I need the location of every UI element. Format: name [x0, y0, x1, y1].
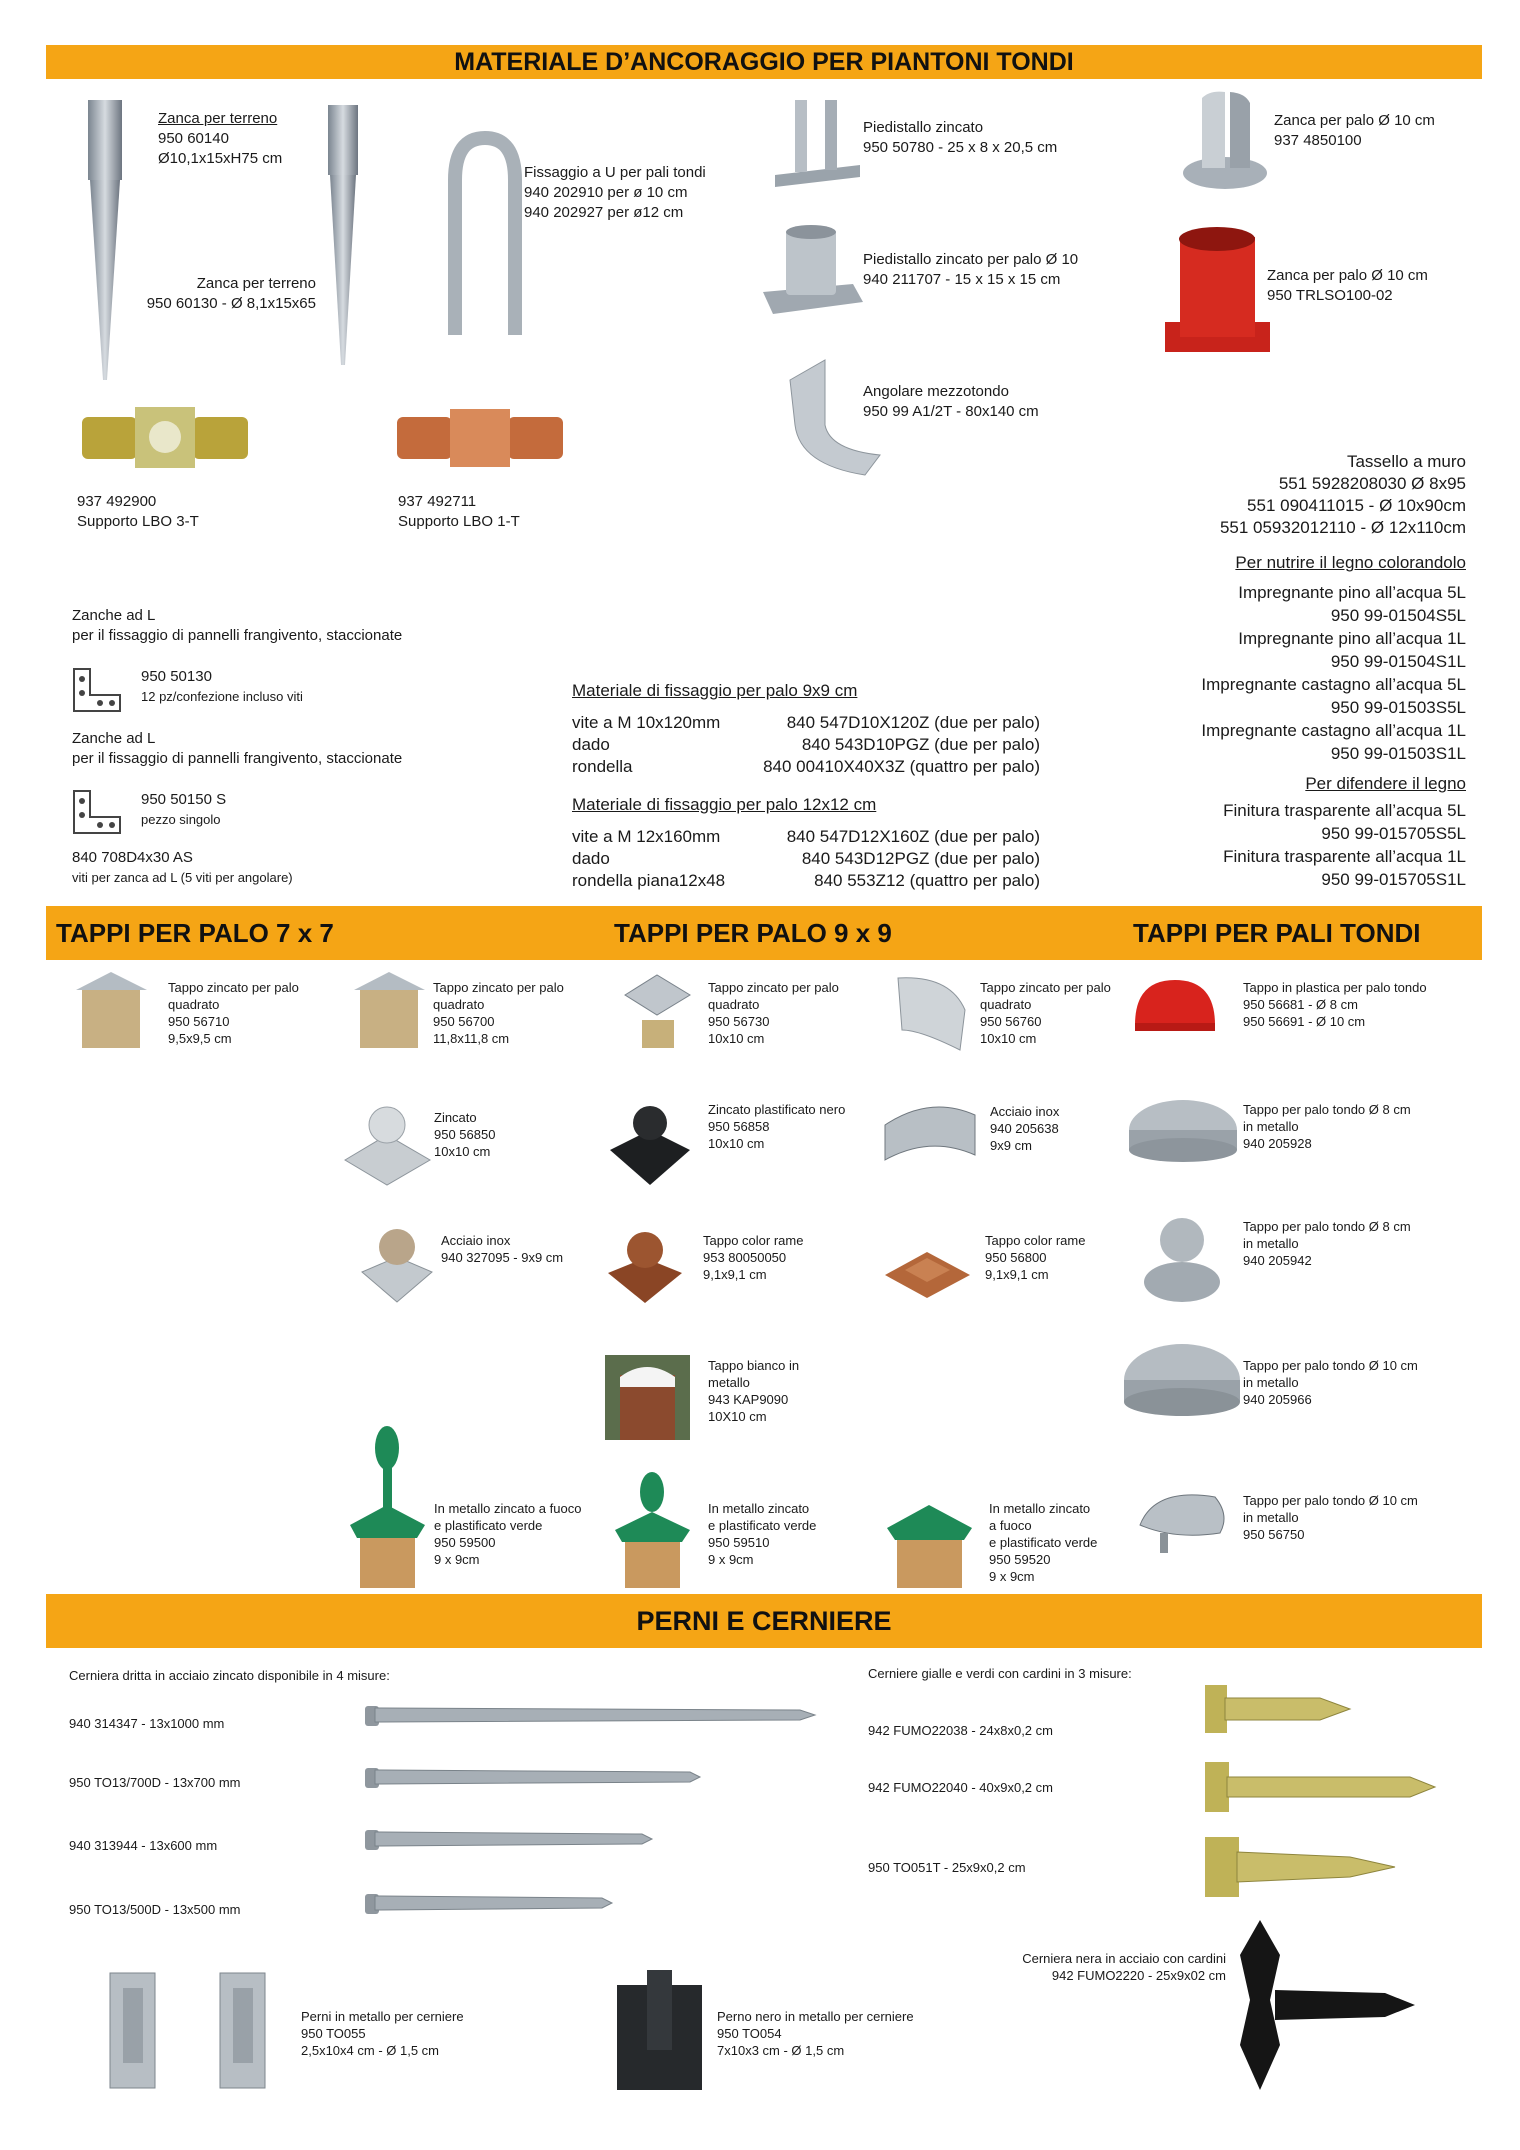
- cap-4-text: Tappo zincato per palo quadrato 950 56760 10x10 cm: [980, 980, 1111, 1046]
- cap-14-text: Tappo bianco in metallo 943 KAP9090 10X10 cm: [708, 1358, 800, 1424]
- u-staple-image: [440, 130, 530, 340]
- piedistallo-1-text: Piedistallo zincato 950 50780 - 25 x 8 x 20,5 cm: [863, 119, 1058, 156]
- l-bracket-image: [70, 787, 125, 837]
- tappi-7-title: TAPPI PER PALO 7 x 7: [56, 918, 334, 948]
- zanca-2-text: Zanca per terreno 950 60130 - Ø 8,1x15x65: [146, 275, 316, 312]
- cerniera-1-label: 940 314347 - 13x1000 mm: [69, 1716, 225, 1731]
- zanche-l-1-text: Zanche ad L per il fissaggio di pannelli frangivento, staccionate: [72, 607, 403, 644]
- green-finial-cap-image: [345, 1420, 430, 1588]
- mat9-left: vite a M 10x120mm dado rondella: [572, 713, 721, 776]
- l-bracket-image: [70, 665, 125, 715]
- difendere-list: Finitura trasparente all’acqua 5L 950 99-015705S5L Finitura trasparente all’acqua 1L 950 99-015705S1L: [1223, 801, 1466, 889]
- lbo-3t-text: 937 492900 Supporto LBO 3-T: [77, 493, 199, 530]
- strap-hinge-1000-image: [360, 1700, 820, 1730]
- red-plastic-cap-image: [1130, 975, 1220, 1035]
- cap-13-text: Tappo per palo tondo Ø 8 cm in metallo 940 205942: [1243, 1219, 1411, 1268]
- cap-19-text: Tappo per palo tondo Ø 10 cm in metallo 950 56750: [1243, 1493, 1418, 1542]
- cap-16-text: In metallo zincato a fuoco e plastificato verde 950 59500 9 x 9cm: [434, 1501, 582, 1567]
- strap-hinge-700-image: [360, 1762, 705, 1792]
- yellow-hinge-decor-image: [1200, 1832, 1400, 1902]
- hinge-pin-image: [215, 1968, 270, 2093]
- cap-18-text: In metallo zincato a fuoco e plastificato verde 950 59520 9 x 9cm: [989, 1501, 1098, 1584]
- section-banner-ancoraggio: [46, 45, 1482, 79]
- cap-7-text: Zincato plastificato nero 950 56858 10x10 cm: [708, 1102, 846, 1151]
- inox-ball-cap-image: [352, 1217, 442, 1307]
- perno-nero-text: Perno nero in metallo per cerniere 950 TO054 7x10x3 cm - Ø 1,5 cm: [717, 2009, 914, 2058]
- zanche-l-2-text: Zanche ad L per il fissaggio di pannelli frangivento, staccionate: [72, 730, 403, 767]
- zanca-palo-1-text: Zanca per palo Ø 10 cm 937 4850100: [1274, 112, 1435, 149]
- round-large-cap-image: [1120, 1340, 1245, 1430]
- black-hinge-pin-image: [612, 1965, 707, 2095]
- cap-11-text: Tappo color rame 953 80050050 9,1x9,1 cm: [703, 1233, 804, 1282]
- cerniera-4-label: 950 TO13/500D - 13x500 mm: [69, 1902, 241, 1917]
- mat9-right: 840 547D10X120Z (due per palo) 840 543D10PGZ (due per palo) 840 00410X40X3Z (quattro per palo): [763, 713, 1040, 776]
- section-banner-tappi: [46, 906, 1482, 960]
- mat12-left: vite a M 12x160mm dado rondella piana12x48: [572, 827, 726, 890]
- pyramid-cap-wood-image: [74, 970, 149, 1050]
- lbo-1t-image: [395, 405, 565, 470]
- section-title: MATERIALE D’ANCORAGGIO PER PIANTONI TONDI: [454, 48, 1074, 76]
- tassello-text: Tassello a muro 551 5928208030 Ø 8x95 551 090411015 - Ø 10x90cm 551 05932012110 - Ø 12x110cm: [1219, 452, 1466, 537]
- square-cap-image: [620, 970, 695, 1050]
- pyramid-cap-wood-image: [352, 970, 427, 1050]
- cap-5-text: Tappo in plastica per palo tondo 950 56681 - Ø 8 cm 950 56691 - Ø 10 cm: [1243, 980, 1427, 1029]
- cap-17-text: In metallo zincato e plastificato verde 950 59510 9 x 9cm: [708, 1501, 817, 1567]
- zanche-l-2-code: 950 50150 S pezzo singolo: [141, 791, 227, 827]
- white-cap-post-image: [605, 1355, 690, 1440]
- section-banner-perni: [46, 1594, 1482, 1648]
- fissaggio-u-text: Fissaggio a U per pali tondi 940 202910 per ø 10 cm 940 202927 per ø12 cm: [524, 164, 706, 221]
- tappi-tondi-title: TAPPI PER PALI TONDI: [1133, 918, 1421, 948]
- copper-flat-cap-image: [880, 1240, 975, 1300]
- cap-8-text: Acciaio inox 940 205638 9x9 cm: [990, 1104, 1060, 1153]
- copper-ball-cap-image: [600, 1218, 690, 1308]
- perni-text: Perni in metallo per cerniere 950 TO055 2,5x10x4 cm - Ø 1,5 cm: [301, 2009, 464, 2058]
- curved-cap-image: [890, 970, 975, 1060]
- strap-hinge-600-image: [360, 1824, 655, 1854]
- cerniera-2-label: 950 TO13/700D - 13x700 mm: [69, 1775, 241, 1790]
- black-hinge-image: [1225, 1915, 1420, 2095]
- gv-heading: Cerniere gialle e verdi con cardini in 3 misure:: [868, 1666, 1132, 1681]
- gv-2-label: 942 FUMO22040 - 40x9x0,2 cm: [868, 1780, 1053, 1795]
- difendere-heading: Per difendere il legno: [1305, 774, 1466, 793]
- gv-1-label: 942 FUMO22038 - 24x8x0,2 cm: [868, 1723, 1053, 1738]
- section-title: PERNI E CERNIERE: [636, 1606, 892, 1636]
- red-post-anchor-image: [1160, 222, 1275, 362]
- green-acorn-cap-image: [610, 1470, 695, 1588]
- tappi-9-title: TAPPI PER PALO 9 x 9: [614, 918, 892, 948]
- ground-spike-image: [300, 100, 390, 370]
- gv-3-label: 950 TO051T - 25x9x0,2 cm: [868, 1860, 1026, 1875]
- hinge-pin-image: [105, 1968, 160, 2093]
- cap-2-text: Tappo zincato per palo quadrato 950 56700 11,8x11,8 cm: [433, 980, 564, 1046]
- cerniera-heading: Cerniera dritta in acciaio zincato disponibile in 4 misure:: [69, 1668, 390, 1683]
- post-anchor-image: [1180, 88, 1270, 196]
- green-pyramid-cap-image: [882, 1500, 977, 1588]
- ground-spike-image: [50, 95, 160, 385]
- piedistallo-2-text: Piedistallo zincato per palo Ø 10 940 211707 - 15 x 15 x 15 cm: [863, 251, 1079, 288]
- nutrire-heading: Per nutrire il legno colorandolo: [1235, 553, 1466, 572]
- domed-cap-image: [1135, 1485, 1230, 1560]
- round-ball-cap-image: [1140, 1210, 1225, 1305]
- mat9-heading: Materiale di fissaggio per palo 9x9 cm: [572, 681, 858, 700]
- yellow-hinge-medium-image: [1200, 1757, 1440, 1817]
- strap-hinge-500-image: [360, 1888, 615, 1918]
- zanche-l-1-code: 950 50130 12 pz/confezione incluso viti: [141, 668, 303, 704]
- zanca-palo-2-text: Zanca per palo Ø 10 cm 950 TRLSO100-02: [1267, 267, 1428, 304]
- mat12-right: 840 547D12X160Z (due per palo) 840 543D12PGZ (due per palo) 840 553Z12 (quattro per palo): [786, 827, 1040, 890]
- cerniera-3-label: 940 313944 - 13x600 mm: [69, 1838, 218, 1853]
- ball-cap-zinc-image: [340, 1100, 435, 1190]
- cap-12-text: Tappo color rame 950 56800 9,1x9,1 cm: [985, 1233, 1086, 1282]
- cap-15-text: Tappo per palo tondo Ø 10 cm in metallo 940 205966: [1243, 1358, 1418, 1407]
- round-flat-cap-image: [1126, 1095, 1241, 1175]
- mat12-heading: Materiale di fissaggio per palo 12x12 cm: [572, 795, 877, 814]
- angolare-text: Angolare mezzotondo 950 99 A1/2T - 80x140 cm: [863, 383, 1039, 420]
- cap-1-text: Tappo zincato per palo quadrato 950 56710 9,5x9,5 cm: [168, 980, 299, 1046]
- cap-9-text: Tappo per palo tondo Ø 8 cm in metallo 940 205928: [1243, 1102, 1411, 1151]
- cap-3-text: Tappo zincato per palo quadrato 950 56730 10x10 cm: [708, 980, 839, 1046]
- nera-text: Cerniera nera in acciaio con cardini 942 FUMO2220 - 25x9x02 cm: [1022, 1951, 1226, 1983]
- zanca-1-text: Zanca per terreno 950 60140 Ø10,1x15xH75 cm: [158, 110, 283, 167]
- pedestal-image: [770, 95, 865, 190]
- yellow-hinge-small-image: [1200, 1680, 1355, 1738]
- pedestal-tube-image: [758, 222, 868, 322]
- cap-6-text: Zincato 950 56850 10x10 cm: [434, 1110, 496, 1159]
- lbo-3t-image: [80, 405, 250, 470]
- lbo-1t-text: 937 492711 Supporto LBO 1-T: [398, 493, 520, 530]
- black-ball-cap-image: [605, 1095, 695, 1190]
- viti-text: 840 708D4x30 AS viti per zanca ad L (5 viti per angolare): [72, 849, 293, 885]
- nutrire-list: Impregnante pino all’acqua 5L 950 99-01504S5L Impregnante pino all’acqua 1L 950 99-01504S1L Impregnante castagno all’acqua 5L 950 99-01503S5L Impregnante castagno all’acqua 1L 950 99-01503S1L: [1201, 583, 1466, 763]
- cap-10-text: Acciaio inox 940 327095 - 9x9 cm: [441, 1233, 564, 1265]
- inox-curved-cap-image: [880, 1095, 980, 1165]
